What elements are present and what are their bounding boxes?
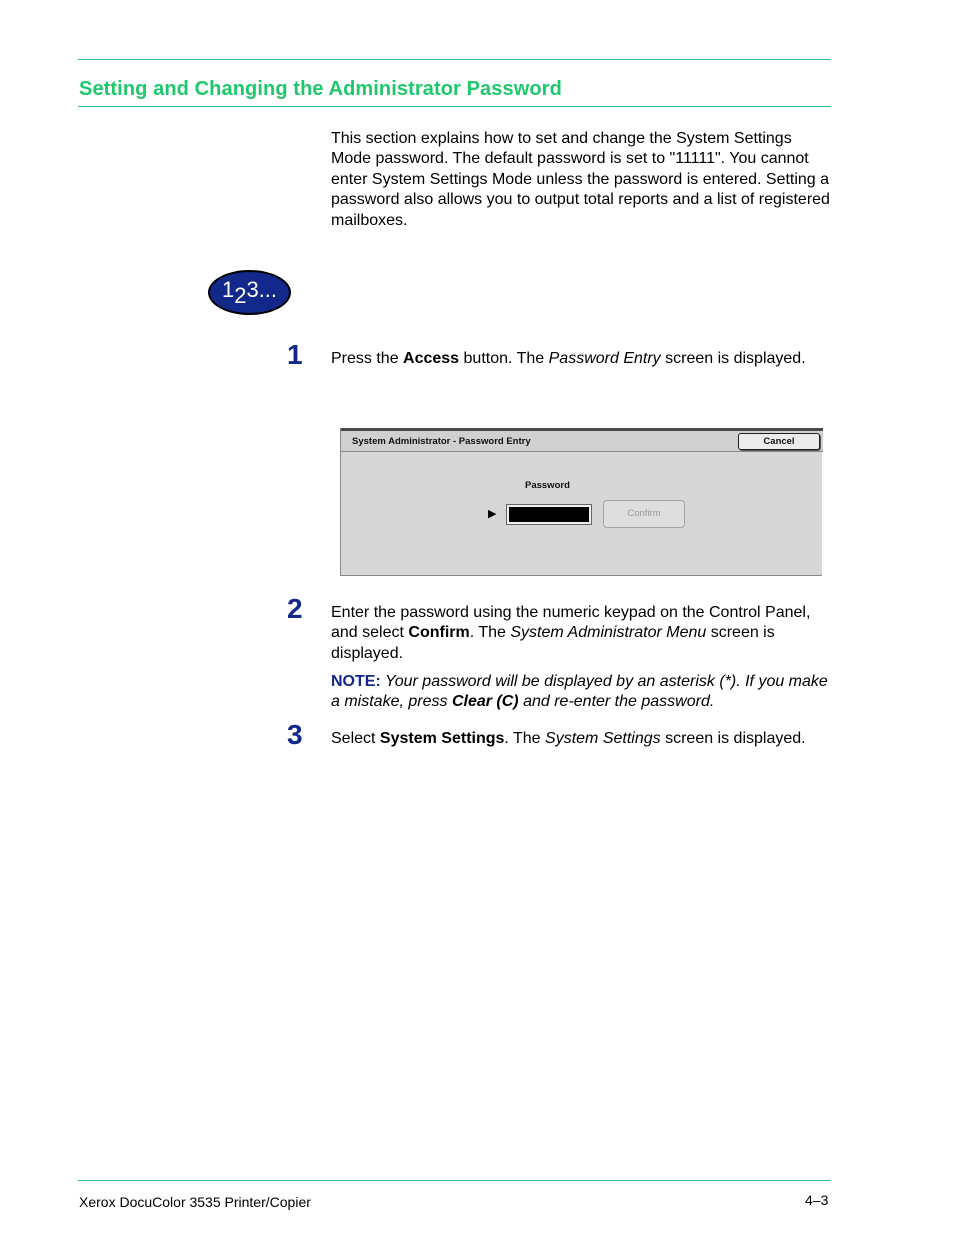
step-1-text: Press the Access button. The Password Entry screen is displayed. — [331, 350, 806, 367]
procedure-badge-icon — [208, 270, 291, 315]
intro-paragraph: This section explains how to set and change the System Settings Mode password. The default password is set to "11111". You cannot enter System Settings Mode unless the password is entered. Setting a password also allows you to output total reports and a list of registered mailboxes. — [331, 130, 830, 229]
badge-digit-1: 1 — [221, 276, 235, 302]
page-number: 4–3 — [805, 1192, 829, 1208]
access-keyword: Access — [403, 350, 460, 367]
password-input[interactable] — [507, 505, 591, 524]
screen-title-bar — [341, 428, 823, 452]
step-3-text: Select System Settings. The System Settings screen is displayed. — [331, 730, 806, 747]
step-number-2: 2 — [287, 593, 303, 624]
note-label: NOTE: — [331, 673, 381, 690]
footer-rule — [78, 1180, 831, 1181]
footer-product: Xerox DocuColor 3535 Printer/Copier — [79, 1194, 311, 1210]
top-rule — [78, 59, 831, 60]
step-number-1: 1 — [287, 339, 303, 370]
note-paragraph: NOTE: Your password will be displayed by an asterisk (*). If you make a mistake, press Clear (C) and re-enter the password. — [331, 673, 828, 711]
badge-digit-2: 2 — [234, 282, 247, 308]
cancel-button[interactable]: Cancel — [738, 433, 820, 450]
password-label: Password — [525, 480, 570, 491]
step-2-text: Enter the password using the numeric keypad on the Control Panel, and select Confirm. The System Administrator Menu screen is displayed. — [331, 604, 811, 662]
password-entry-screenshot — [340, 428, 822, 576]
confirm-button[interactable]: Confirm — [603, 500, 685, 528]
step-number-3: 3 — [287, 719, 303, 750]
title-rule — [78, 106, 831, 107]
pointer-arrow-icon: ▶ — [488, 508, 497, 520]
badge-digit-3: 3... — [246, 276, 278, 302]
screen-title: System Administrator - Password Entry — [352, 436, 531, 447]
section-title: Setting and Changing the Administrator Password — [79, 78, 562, 100]
